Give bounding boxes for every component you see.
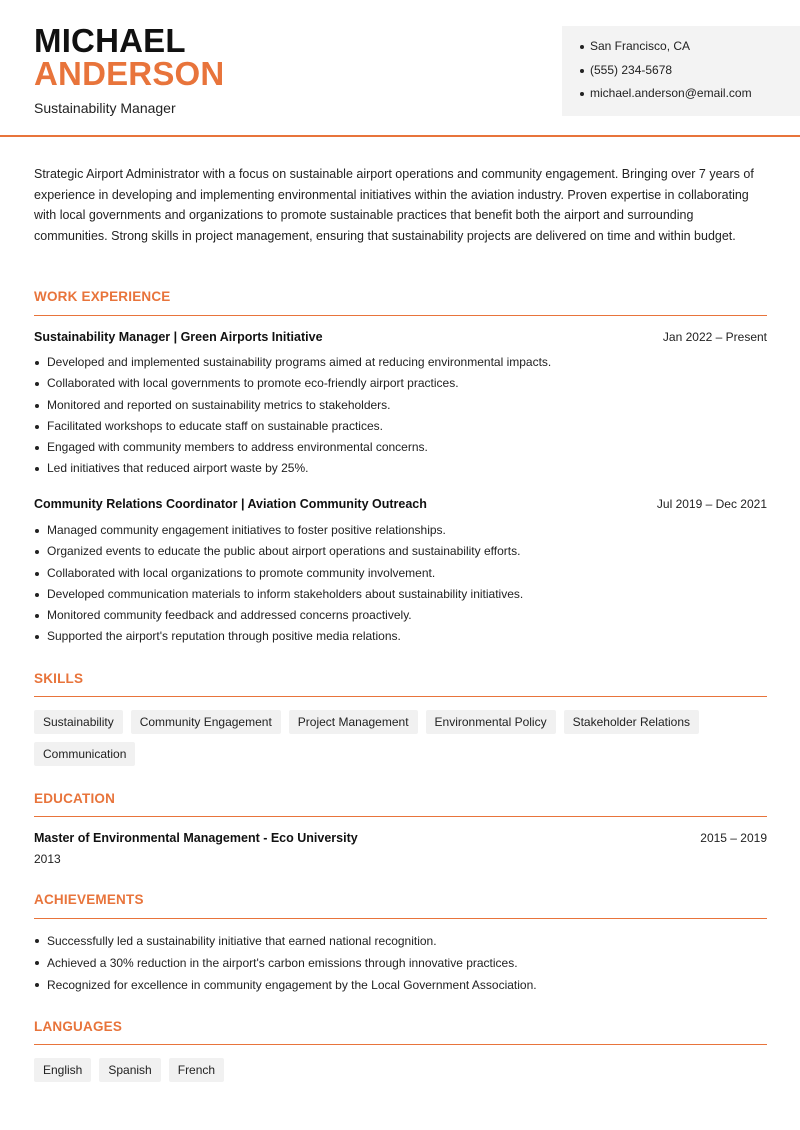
job-bullets <box>34 520 767 648</box>
achievement-bullets <box>34 930 767 996</box>
skill-chip: Stakeholder Relations <box>564 710 699 734</box>
section-title-skills: SKILLS <box>34 671 84 686</box>
job-header <box>34 497 767 511</box>
contact-phone: (555) 234-5678 <box>580 60 800 84</box>
skill-chip: Environmental Policy <box>426 710 556 734</box>
list-item: Managed community engagement initiatives to foster positive relationships. <box>34 520 767 541</box>
section-divider <box>34 1044 767 1045</box>
list-item: Monitored and reported on sustainability metrics to stakeholders. <box>34 395 767 416</box>
list-item: Supported the airport's reputation through positive media relations. <box>34 626 767 647</box>
section-divider <box>34 918 767 919</box>
list-item: Organized events to educate the public about airport operations and sustainability efforts. <box>34 541 767 562</box>
list-item: Developed communication materials to inform stakeholders about sustainability initiatives. <box>34 584 767 605</box>
list-item: Facilitated workshops to educate staff on sustainable practices. <box>34 416 767 437</box>
list-item: Engaged with community members to address environmental concerns. <box>34 437 767 458</box>
education-year: 2013 <box>34 852 61 866</box>
list-item: Monitored community feedback and addressed concerns proactively. <box>34 605 767 626</box>
list-item: Led initiatives that reduced airport waste by 25%. <box>34 458 767 479</box>
list-item: Developed and implemented sustainability programs aimed at reducing environmental impacts. <box>34 352 767 373</box>
section-divider <box>34 696 767 697</box>
contact-location: San Francisco, CA <box>580 36 800 60</box>
section-title-achievements: ACHIEVEMENTS <box>34 892 144 907</box>
job-bullets <box>34 352 767 480</box>
resume-header <box>0 0 800 137</box>
contact-box <box>562 26 800 116</box>
skill-chip: Project Management <box>289 710 418 734</box>
summary: Strategic Airport Administrator with a focus on sustainable airport operations and community engagement. Bringing over 7 years of experience in developing and implementing environmental initiatives within the aviation industry. Proven expertise in collaborating with local governments and organizations to promote sustainable practices that benefit both the airport and surrounding communities. Strong skills in project management, ensuring that sustainability projects are delivered on time and within budget. <box>34 167 754 243</box>
skill-chip: Community Engagement <box>131 710 281 734</box>
job-title: Sustainability Manager <box>34 100 176 116</box>
language-chip: Spanish <box>99 1058 160 1082</box>
job-dates: Jan 2022 – Present <box>662 330 767 344</box>
degree: Master of Environmental Management - Eco University <box>34 831 358 845</box>
job-role: Community Relations Coordinator | Aviation Community Outreach <box>34 497 427 511</box>
section-divider <box>34 315 767 316</box>
first-name: MICHAEL <box>34 22 186 59</box>
contact-email[interactable]: michael.anderson@email.com <box>580 83 800 107</box>
skill-chip: Communication <box>34 742 135 766</box>
education-dates: 2015 – 2019 <box>700 831 767 845</box>
list-item: Achieved a 30% reduction in the airport's carbon emissions through innovative practices. <box>34 952 767 974</box>
language-chip: English <box>34 1058 91 1082</box>
last-name: ANDERSON <box>34 55 225 92</box>
job-role: Sustainability Manager | Green Airports Initiative <box>34 330 323 344</box>
job-header <box>34 330 767 344</box>
skills-chips <box>34 710 714 766</box>
language-chip: French <box>169 1058 224 1082</box>
skill-chip: Sustainability <box>34 710 123 734</box>
list-item: Successfully led a sustainability initiative that earned national recognition. <box>34 930 767 952</box>
section-title-work: WORK EXPERIENCE <box>34 289 171 304</box>
list-item: Recognized for excellence in community engagement by the Local Government Association. <box>34 974 767 996</box>
section-title-education: EDUCATION <box>34 791 116 806</box>
job-dates: Jul 2019 – Dec 2021 <box>656 497 767 511</box>
section-divider <box>34 816 767 817</box>
list-item: Collaborated with local governments to promote eco-friendly airport practices. <box>34 373 767 394</box>
language-chips <box>34 1058 767 1082</box>
education-header <box>34 831 767 845</box>
section-title-languages: LANGUAGES <box>34 1019 123 1034</box>
list-item: Collaborated with local organizations to promote community involvement. <box>34 563 767 584</box>
